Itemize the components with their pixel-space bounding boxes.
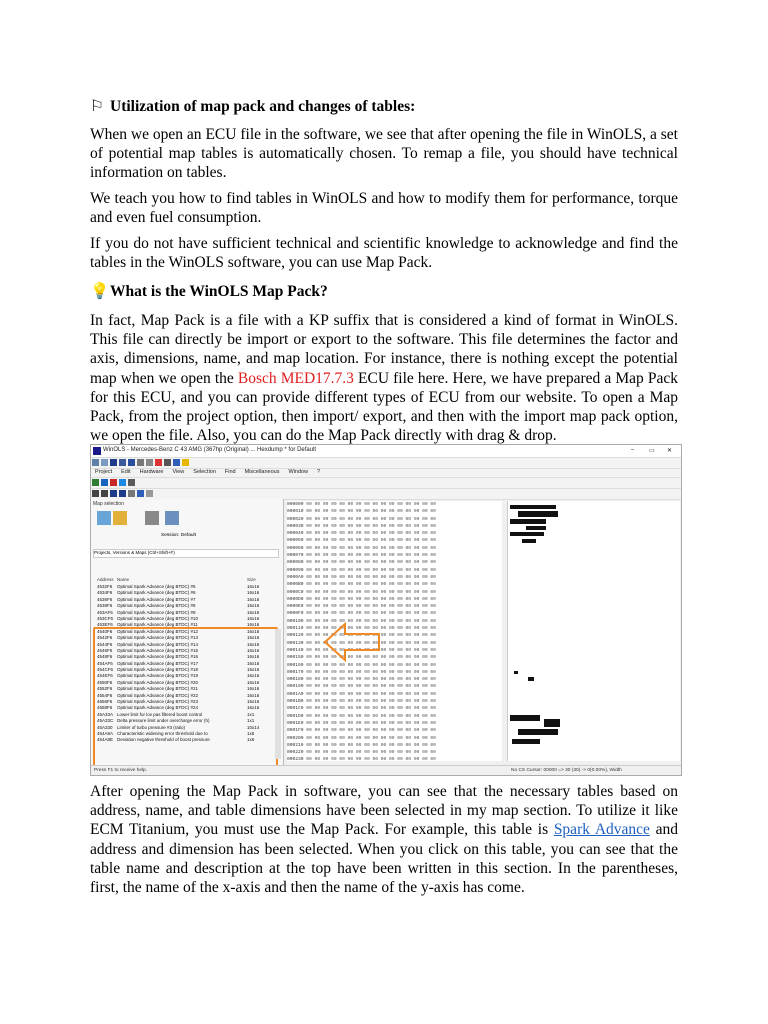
menu-window[interactable]: Window [288,469,309,475]
hex-line [287,625,502,632]
map-address: 4538F6 [97,603,113,609]
hex-bytes: 00 00 00 00 00 00 00 00 00 00 00 00 00 00 00 00 [303,618,436,624]
map-address: 45A330 [97,724,113,730]
map-name: Lower limit for lov pas filtered boost control [117,711,203,717]
map-size: 16x16 [247,596,260,602]
hex-bytes: 00 00 00 00 00 00 00 00 00 00 00 00 00 00 00 00 [303,611,436,617]
bosch-ecu-link[interactable]: Bosch MED17.7.3 [237,369,354,387]
hex-line [287,676,502,683]
nav-first-icon[interactable] [92,490,99,497]
view-icon[interactable] [110,459,117,466]
session-label: Session: Default [161,533,196,538]
hex-bytes: 00 00 00 00 00 00 00 00 00 00 00 00 00 00 00 00 [303,720,436,726]
menu-bar [91,469,681,478]
panel-title: Map selection [93,501,124,507]
map-name: Optimal Spark Advance (deg BTDC) #22 [117,692,199,698]
map-address: 454AF6 [97,660,113,666]
menu-hardware[interactable]: Hardware [139,469,164,475]
map-size: 16x16 [247,667,260,673]
hex-line [287,720,502,727]
hex-address: 000220 [287,750,304,756]
map-name: Deviation negative threshold of boost pressure [117,737,210,743]
hex-bytes: 00 00 00 00 00 00 00 00 00 00 00 00 00 00 00 00 [303,662,436,668]
map-icon[interactable] [137,490,144,497]
hex-bytes: 00 00 00 00 00 00 00 00 00 00 00 00 00 00 00 00 [303,706,436,712]
tool-icon[interactable] [128,479,135,486]
hex-icon[interactable] [137,459,144,466]
orange-arrow-icon [323,620,383,664]
tables-icon[interactable] [165,511,179,525]
view2-icon[interactable] [119,459,126,466]
hex-bytes: 00 00 00 00 00 00 00 00 00 00 00 00 00 00 00 00 [303,516,436,522]
hex-address: 0001E0 [287,720,304,726]
highlight-icon[interactable] [182,459,189,466]
map-address: 4544F6 [97,641,113,647]
map-size: 16x16 [247,584,260,589]
zoom-icon[interactable] [92,459,99,466]
ecu-icon[interactable] [145,511,159,525]
status-help-text: Press F1 to receive help. [94,768,148,773]
hex-address: 000180 [287,677,304,683]
map-address: 4556F6 [97,699,113,705]
map-size: 16x16 [247,590,260,596]
hex-address: 000000 [287,502,304,507]
map-list-header [97,577,275,583]
map-size: 16x16 [247,654,260,660]
map-address: 453EF6 [97,622,113,628]
map-address: 453AF6 [97,609,113,615]
hex-address: 000080 [287,560,304,566]
hex-address: 0000A0 [287,574,304,580]
section-heading-winols-map-pack: 💡What is the WinOLS Map Pack? [90,283,328,300]
status-cursor-text: No CS Cursor: 00000 => 30 (30) -> 0(0.00%), Width [511,768,622,773]
map-name: Optimal Spark Advance (deg BTDC) #17 [117,660,199,666]
hex-address: 000150 [287,655,304,661]
hex-line [287,705,502,712]
graphic-view[interactable] [507,501,680,761]
hex-address: 0001C0 [287,706,304,712]
hex-address: 000020 [287,516,304,522]
hex-line [287,691,502,698]
hex-bytes: 00 00 00 00 00 00 00 00 00 00 00 00 00 00 00 00 [303,669,436,675]
map-size: 1x6 [247,737,255,743]
map-filter-input[interactable]: Projects, Versions & Maps (Ctrl+Shift+F) [93,549,279,558]
map-address: 4554F6 [97,692,113,698]
paragraph-5: After opening the Map Pack in software, you can see that the necessary tables based on address, name, and table dimensions have been selected in my map section. To utilize it like ECM Titanium, you must use the Map Pack. For example, this table is Spark Advance and address and dimension has been selected. When you click on this table, you can see that the table name and description at the top have been written in this section. In the parentheses, first, the name of the x-axis and then the name of the y-axis has come. [90,783,679,897]
hex-line [287,742,502,749]
map-name: Optimal Spark Advance (deg BTDC) #7 [117,596,196,602]
map-size: 1x1 [247,718,255,724]
map-size: 16x16 [247,635,260,641]
view3-icon[interactable] [128,459,135,466]
highlight-box [93,627,278,776]
map-address: 453CF6 [97,615,114,621]
map-name: Optimal Spark Advance (deg BTDC) #9 [117,609,196,615]
hex-address: 000040 [287,531,304,537]
hex-bytes: 00 00 00 00 00 00 00 00 00 00 00 00 00 00 00 00 [303,589,436,595]
map-name: Optimal Spark Advance (deg BTDC) #14 [117,641,199,647]
hex-address: 000130 [287,640,304,646]
menu-misc[interactable]: Miscellaneous [244,469,280,475]
map-name: Optimal Spark Advance (deg BTDC) #5 [117,584,196,589]
undo-icon[interactable] [110,479,117,486]
hex-line [287,567,502,574]
map-name: Optimal Spark Advance (deg BTDC) #24 [117,705,199,711]
bulb-icon: 💡 [90,283,110,300]
hex-bytes: 00 00 00 00 00 00 00 00 00 00 00 00 00 00 00 00 [303,626,436,632]
section-heading-map-pack: ⚐ Utilization of map pack and changes of tables: [90,98,416,115]
map-size: 16x16 [247,673,260,679]
hex-address: 000170 [287,669,304,675]
map-selection-panel [91,499,284,765]
hex-address: 000010 [287,509,304,515]
menu-find[interactable]: Find [224,469,236,475]
hex-address: 000100 [287,618,304,624]
nav-next-icon[interactable] [119,490,126,497]
hex-address: 000230 [287,757,304,761]
hex-address: 000060 [287,545,304,551]
map-address: 454A8A [97,730,114,736]
hex-line [287,501,502,508]
map-name: Optimal Spark Advance (deg BTDC) #6 [117,590,196,596]
hex-address: 000110 [287,626,304,632]
hex-bytes: 00 00 00 00 00 00 00 00 00 00 00 00 00 00 00 00 [303,647,436,653]
compare-icon[interactable] [173,459,180,466]
map-address: 454EF6 [97,673,113,679]
hex-line [287,749,502,756]
maximize-icon[interactable]: ▭ [649,448,655,454]
hex-line [287,574,502,581]
map-name: Optimal Spark Advance (deg BTDC) #15 [117,647,199,653]
hex-bytes: 00 00 00 00 00 00 00 00 00 00 00 00 00 00 00 00 [303,677,436,683]
map-address: 4546F6 [97,647,113,653]
map-size: 1x1 [247,711,255,717]
hex-bytes: 00 00 00 00 00 00 00 00 00 00 00 00 00 00 00 00 [303,655,436,661]
map-size: 16x16 [247,609,260,615]
hex-line [287,545,502,552]
hex-line [287,683,502,690]
map-name: Optimal Spark Advance (deg BTDC) #10 [117,615,199,621]
map-name: Delta pressure limit under overcharge error (h) [117,718,210,724]
map-address: 4534F6 [97,590,113,596]
bits-icon[interactable] [164,459,171,466]
open-icon[interactable] [92,479,99,486]
map-size: 16x16 [247,699,260,705]
winols-app-icon [93,447,101,455]
menu-selection[interactable]: Selection [193,469,216,475]
map-address: 45A33C [97,718,114,724]
map-name: Characteristic widening error threshold due to [117,730,208,736]
nav-play-icon[interactable] [110,490,117,497]
hex-bytes: 00 00 00 00 00 00 00 00 00 00 00 00 00 00 00 00 [303,553,436,559]
hex-bytes: 00 00 00 00 00 00 00 00 00 00 00 00 00 00 00 00 [303,560,436,566]
flag-icon: ⚐ [90,98,104,115]
hex-line [287,559,502,566]
map-size: 16x16 [247,628,260,634]
hex-line [287,618,502,625]
hex-bytes: 00 00 00 00 00 00 00 00 00 00 00 00 00 00 00 00 [303,684,436,690]
close-icon[interactable]: ✕ [667,448,673,454]
map-name: Optimal Spark Advance (deg BTDC) #12 [117,628,199,634]
hex-line [287,735,502,742]
hex-address: 000190 [287,684,304,690]
map-name: Optimal Spark Advance (deg BTDC) #18 [117,667,199,673]
hex-line [287,662,502,669]
map-name: Optimal Spark Advance (deg BTDC) #20 [117,679,199,685]
hex-bytes: 00 00 00 00 00 00 00 00 00 00 00 00 00 00 00 00 [303,567,436,573]
hex-bytes: 00 00 00 00 00 00 00 00 00 00 00 00 00 00 00 00 [303,538,436,544]
hex-bytes: 00 00 00 00 00 00 00 00 00 00 00 00 00 00 00 00 [303,728,436,734]
minimize-icon[interactable]: – [631,447,635,453]
map-size: 16x16 [247,686,260,692]
hex-line [287,640,502,647]
hex-address: 000140 [287,647,304,653]
map-size: 16x16 [247,660,260,666]
map-size: 16x16 [247,615,260,621]
status-bar [91,765,681,776]
hex-bytes: 00 00 00 00 00 00 00 00 00 00 00 00 00 00 00 00 [303,502,436,507]
hex-line [287,647,502,654]
hex-bytes: 00 00 00 00 00 00 00 00 00 00 00 00 00 00 00 00 [303,596,436,602]
hex-address: 0000B0 [287,582,304,588]
hex-address: 0001F0 [287,728,304,734]
map-name: Optimal Spark Advance (deg BTDC) #19 [117,673,199,679]
map-address: 4550F6 [97,679,113,685]
spark-advance-link[interactable]: Spark Advance [553,821,650,839]
nav-prev-icon[interactable] [101,490,108,497]
hex-line [287,727,502,734]
menu-edit[interactable]: Edit [121,469,131,475]
hex2-icon[interactable] [146,459,153,466]
map-size: 16x16 [247,622,260,628]
map-name: Optimal Spark Advance (deg BTDC) #23 [117,699,199,705]
paragraph-4: In fact, Map Pack is a file with a KP suffix that is considered a kind of format in WinOLS. This file can directly be import or export to the software. This file determines the factor and axis, dimensions, name, and map location. For instance, there is nothing except the potential map when we open the Bosch MED17.7.3 ECU file here. Here, we have prepared a Map Pack for this ECU, and you can provide different types of ECU from our website. To open a Map Pack, from the project option, then import/ export, and then with the import map pack option, we open the file. Also, you can do the Map Pack directly with drag & drop. [90,312,679,445]
map-size: 16x16 [247,647,260,653]
hex-bytes: 00 00 00 00 00 00 00 00 00 00 00 00 00 00 00 00 [303,509,436,515]
hex-bytes: 00 00 00 00 00 00 00 00 00 00 00 00 00 00 00 00 [303,633,436,639]
map-name: Limiter of turbo pressure #3 (ratio) [117,724,186,730]
hex-dump-view[interactable] [287,501,502,761]
map-name: Optimal Spark Advance (deg BTDC) #16 [117,654,199,660]
hex-bytes: 00 00 00 00 00 00 00 00 00 00 00 00 00 00 00 00 [303,735,436,741]
map-size: 1x6 [247,730,255,736]
hex-bytes: 00 00 00 00 00 00 00 00 00 00 00 00 00 00 00 00 [303,691,436,697]
hex-address: 0000E0 [287,604,304,610]
hex-line [287,632,502,639]
hex-line [287,552,502,559]
hex-bytes: 00 00 00 00 00 00 00 00 00 00 00 00 00 00 00 00 [303,531,436,537]
hex-line [287,508,502,515]
menu-help[interactable]: ? [317,469,321,475]
hex-line [287,698,502,705]
hex-bytes: 00 00 00 00 00 00 00 00 00 00 00 00 00 00 00 00 [303,523,436,529]
hex-line [287,589,502,596]
hex-line [287,516,502,523]
hex-line [287,523,502,530]
hex-line [287,654,502,661]
hex-address: 000210 [287,742,304,748]
hex-address: 000090 [287,567,304,573]
zoom-out-icon[interactable] [101,459,108,466]
hex-line [287,603,502,610]
hex-address: 000050 [287,538,304,544]
hex-bytes: 00 00 00 00 00 00 00 00 00 00 00 00 00 00 00 00 [303,574,436,580]
map-address: 4552F6 [97,686,113,692]
hex-address: 000070 [287,553,304,559]
map-size: 16x16 [247,679,260,685]
hex-address: 0000C0 [287,589,304,595]
paragraph-3: If you do not have sufficient technical and scientific knowledge to acknowledge and find the tables in the WinOLS software, you can use Map Pack. [90,235,678,272]
hex-line [287,713,502,720]
map-address: 4542F6 [97,635,113,641]
map-address: 4558F6 [97,705,113,711]
toolbar-top [91,458,681,469]
hex-bytes: 00 00 00 00 00 00 00 00 00 00 00 00 00 00 00 00 [303,757,436,761]
map-size: 16x16 [247,705,260,711]
project-icon[interactable] [97,511,111,525]
hex-address: 000120 [287,633,304,639]
paragraph-2: We teach you how to find tables in WinOLS and how to modify them for performance, torque and even fuel consumption. [90,190,678,227]
hex-bytes: 00 00 00 00 00 00 00 00 00 00 00 00 00 00 00 00 [303,582,436,588]
toolbar-2 [91,478,681,489]
save-icon[interactable] [101,479,108,486]
col-size[interactable]: Size [247,577,256,582]
hex-bytes: 00 00 00 00 00 00 00 00 00 00 00 00 00 00 00 00 [303,750,436,756]
map-name: Optimal Spark Advance (deg BTDC) #8 [117,603,196,609]
map-size: 10x14 [247,724,260,730]
hex-line [287,610,502,617]
hex-address: 0001A0 [287,691,304,697]
hex-line [287,530,502,537]
print-icon[interactable] [146,490,153,497]
hex-bytes: 00 00 00 00 00 00 00 00 00 00 00 00 00 00 00 00 [303,742,436,748]
hex-line [287,581,502,588]
menu-view[interactable]: View [172,469,185,475]
hex-bytes: 00 00 00 00 00 00 00 00 00 00 00 00 00 00 00 00 [303,640,436,646]
map-address: 45A33A [97,711,114,717]
hex-line [287,596,502,603]
mark-icon[interactable] [155,459,162,466]
hex-address: 000200 [287,735,304,741]
hex-bytes: 00 00 00 00 00 00 00 00 00 00 00 00 00 00 00 00 [303,604,436,610]
hex-line [287,756,502,761]
map-size: 16x16 [247,603,260,609]
hex-address: 0000D0 [287,596,304,602]
col-address[interactable]: Address [97,577,114,582]
connect-icon[interactable] [119,479,126,486]
map-address: 4536F6 [97,596,113,602]
menu-project[interactable]: Project [95,469,113,475]
hex-line [287,669,502,676]
hex-address: 0001B0 [287,699,304,705]
map-address: 454CF6 [97,667,114,673]
map-name: Optimal Spark Advance (deg BTDC) #13 [117,635,199,641]
map-name: Optimal Spark Advance (deg BTDC) #21 [117,686,199,692]
hex-bytes: 00 00 00 00 00 00 00 00 00 00 00 00 00 00 00 00 [303,713,436,719]
map-address: 4532F6 [97,584,113,589]
window-title: WinOLS - Mercedes-Benz C 43 AMG (367hp (Original) ... Hexdump * for Default [103,447,317,453]
winols-screenshot [90,444,682,776]
hex-line [287,537,502,544]
folder-icon[interactable] [113,511,127,525]
hex-address: 000030 [287,523,304,529]
map-name: Optimal Spark Advance (deg BTDC) #11 [117,622,198,628]
window-titlebar [91,445,681,458]
map-address: 454A8E [97,737,114,743]
map-size: 16x16 [247,641,260,647]
col-name[interactable]: Name [117,577,130,582]
hex-bytes: 00 00 00 00 00 00 00 00 00 00 00 00 00 00 00 00 [303,699,436,705]
grid-icon[interactable] [128,490,135,497]
hex-address: 000160 [287,662,304,668]
list-scrollbar[interactable] [275,629,281,759]
hex-address: 0000F0 [287,611,304,617]
hex-bytes: 00 00 00 00 00 00 00 00 00 00 00 00 00 00 00 00 [303,545,436,551]
map-address: 4548F6 [97,654,113,660]
map-size: 16x16 [247,692,260,698]
map-address: 4540F6 [97,628,113,634]
hex-address: 0001D0 [287,713,304,719]
paragraph-1: When we open an ECU file in the software, we see that after opening the file in WinOLS, a set of potential map tables is automatically chosen. To remap a file, you should have technical information on tables. [90,126,678,182]
